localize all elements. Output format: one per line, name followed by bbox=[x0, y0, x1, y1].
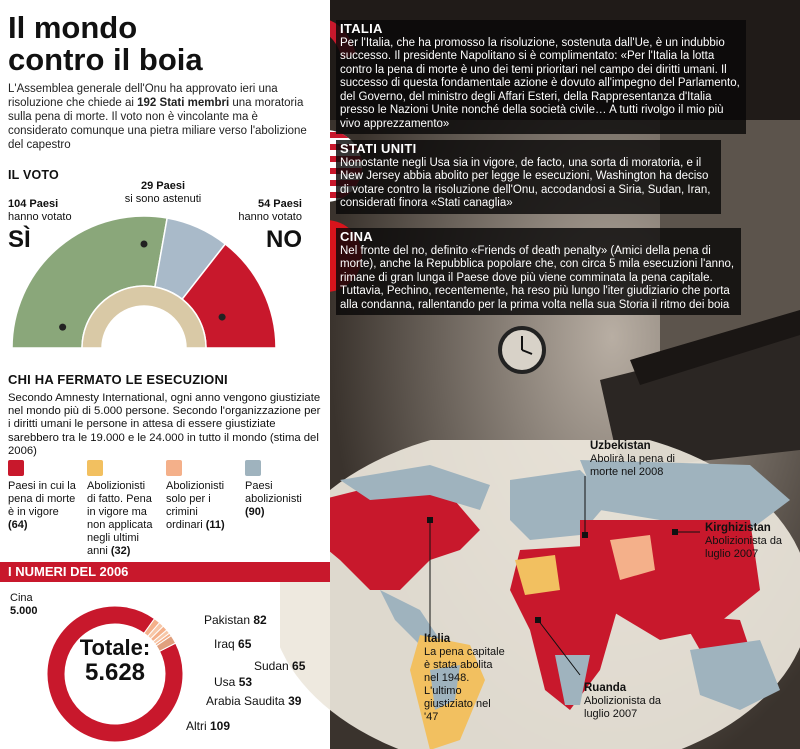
map-label-kirghizistan bbox=[705, 522, 797, 561]
yes-word: SÌ bbox=[8, 226, 31, 253]
kirghizistan-name: Kirghizistan bbox=[705, 522, 771, 534]
legend-swatch bbox=[8, 460, 24, 476]
numbers-band: I NUMERI DEL 2006 bbox=[0, 562, 330, 582]
numbers-item-name: Altri bbox=[186, 719, 210, 733]
title-line-1: Il mondo bbox=[8, 10, 138, 45]
intro-part-2: una moratoria sulla pena di morte. Il voto non è vincolante ma è considerato comunque una pietra miliare verso l'abolizione del capestro bbox=[8, 97, 307, 151]
no-count: 54 Paesi bbox=[257, 198, 302, 210]
legend-count: (11) bbox=[205, 519, 225, 531]
no-word: NO bbox=[266, 226, 302, 253]
legend-swatch bbox=[245, 460, 261, 476]
legend-count: (32) bbox=[110, 545, 131, 557]
hemicycle-marker-dot bbox=[219, 314, 226, 321]
ring-total bbox=[66, 636, 164, 686]
intro-bold: 192 Stati membri bbox=[137, 97, 230, 109]
numbers-item-name: Sudan bbox=[254, 659, 293, 673]
vote-heading: IL VOTO bbox=[8, 168, 59, 182]
usa-section bbox=[336, 140, 721, 214]
numbers-item bbox=[254, 660, 305, 673]
abst-count: 29 Paesi bbox=[140, 180, 186, 192]
cina-label bbox=[10, 592, 38, 618]
numbers-item-name: Iraq bbox=[214, 637, 239, 651]
usa-heading: STATI UNITI bbox=[340, 141, 417, 156]
executions-heading: CHI HA FERMATO LE ESECUZIONI bbox=[8, 372, 228, 387]
legend-swatch bbox=[87, 460, 103, 476]
total-label: Totale: bbox=[79, 635, 151, 660]
numbers-item bbox=[214, 638, 251, 651]
abst-sub: si sono astenuti bbox=[124, 193, 202, 205]
numbers-item-value: 65 bbox=[292, 659, 306, 673]
title-line-2: contro il boia bbox=[8, 42, 203, 77]
no-sub: hanno votato bbox=[238, 211, 302, 223]
legend-item bbox=[166, 460, 244, 532]
intro-part-1: L'Assemblea generale dell'Onu ha approvato ieri una risoluzione che chiede ai bbox=[8, 83, 278, 109]
italia-map-text: La pena capitale è stata abolita nel 1948. L'ultimo giustiziato nel '47 bbox=[424, 646, 505, 723]
legend-count: (90) bbox=[245, 506, 265, 518]
legend-item bbox=[87, 460, 165, 558]
uzbekistan-text: Abolirà la pena di morte nel 2008 bbox=[590, 453, 676, 478]
yes-sub: hanno votato bbox=[8, 211, 72, 223]
map-label-ruanda bbox=[584, 682, 684, 721]
numbers-item bbox=[186, 720, 230, 733]
ruanda-name: Ruanda bbox=[584, 682, 627, 694]
intro-text bbox=[8, 82, 308, 152]
numbers-item-value: 109 bbox=[210, 719, 231, 733]
cina-text: Nel fronte del no, definito «Friends of death penalty» (Amici della pena di morte), anche la Repubblica popolare che, con circa 5 mila esecuzioni l'anno, rimane di gran lunga il Paese dove più viene comminata la pena capitale. Tuttavia, Pechino, recentemente, ha reso più lungo l'iter giudiziario che porta alla condanna, rallentando per la prima volta nella sua Storia il ritmo dei boia bbox=[340, 244, 735, 311]
legend-count: (64) bbox=[8, 519, 28, 531]
map-label-uzbekistan bbox=[590, 440, 700, 479]
hemicycle-marker-dot bbox=[141, 241, 148, 248]
numbers-item bbox=[206, 695, 301, 708]
numbers-item-name: Arabia Saudita bbox=[206, 694, 289, 708]
numbers-item-name: Usa bbox=[214, 675, 239, 689]
italia-map-name: Italia bbox=[424, 633, 451, 645]
numbers-item bbox=[204, 614, 267, 627]
kirghizistan-text: Abolizionista da luglio 2007 bbox=[705, 535, 783, 560]
italia-text: Per l'Italia, che ha promosso la risoluzione, sostenuta dall'Ue, è un indubbio successo. Il presidente Napolitano si è complimentato: «Per l'Italia la lotta contro la pena di morte è uno dei temi prioritari nel campo dei diritti umani. Il successo di questa fondamentale azione è dovuto all'impegno del Parlamento, del Governo, del ministro degli Affari Esteri, della Rappresentanza d'Italia presso le Nazioni Unite nonché della società civile… A tutti rivolgo il mio più vivo apprezzamento» bbox=[340, 36, 740, 130]
hemicycle-marker-dot bbox=[59, 324, 66, 331]
numbers-item-value: 39 bbox=[288, 694, 302, 708]
cina-section bbox=[336, 228, 741, 315]
numbers-item-value: 53 bbox=[238, 675, 253, 689]
legend-swatch bbox=[166, 460, 182, 476]
legend-label: Abolizionisti solo per i crimini ordinari (11) bbox=[166, 480, 225, 531]
cina-heading: CINA bbox=[340, 229, 373, 244]
numbers-item-value: 82 bbox=[253, 613, 267, 627]
legend-label: Paesi abolizionisti (90) bbox=[245, 480, 302, 518]
legend-label: Paesi in cui la pena di morte è in vigore (64) bbox=[8, 480, 76, 531]
numbers-item bbox=[214, 676, 252, 689]
numbers-item-name: Pakistan bbox=[204, 613, 254, 627]
ruanda-text: Abolizionista da luglio 2007 bbox=[584, 695, 662, 720]
numbers-item-value: 65 bbox=[238, 637, 252, 651]
italia-heading: ITALIA bbox=[340, 21, 383, 36]
italia-section bbox=[336, 20, 746, 134]
usa-text: Nonostante negli Usa sia in vigore, de facto, una sorta di moratoria, e il New Jersey abbia abolito per legge le esecuzioni, Washington ha deciso di votare contro la risoluzione dell'Onu, accodandosi a Siria, Sudan, Iran, considerati finora «Stati canaglia» bbox=[340, 156, 711, 209]
cina-value: 5.000 bbox=[10, 605, 38, 617]
uzbekistan-name: Uzbekistan bbox=[590, 440, 651, 452]
total-value: 5.628 bbox=[84, 659, 146, 686]
page-title bbox=[8, 12, 203, 76]
world-map bbox=[280, 440, 800, 749]
cina-name: Cina bbox=[10, 592, 33, 604]
legend-item bbox=[245, 460, 323, 519]
legend-item bbox=[8, 460, 86, 532]
vote-hemicycle bbox=[8, 200, 280, 352]
map-label-italia bbox=[424, 633, 506, 724]
yes-count: 104 Paesi bbox=[8, 198, 59, 210]
legend-label: Abolizionisti di fatto. Pena in vigore ma non applicata negli ultimi anni (32) bbox=[87, 480, 153, 557]
executions-text: Secondo Amnesty International, ogni anno vengono giustiziate nel mondo più di 5.000 persone. Secondo l'organizzazione per i diritti umani le persone in attesa di essere giustiziate sarebbero tra le 19.000 e le 24.000 in tutto il mondo (stima del 2006) bbox=[8, 392, 321, 457]
